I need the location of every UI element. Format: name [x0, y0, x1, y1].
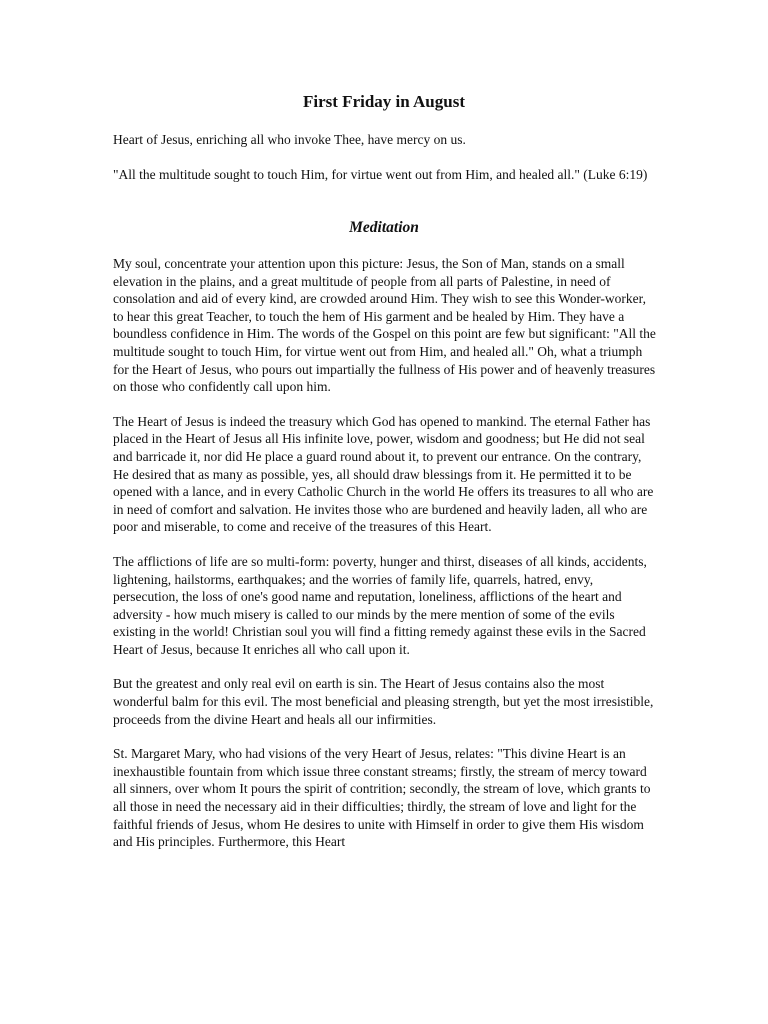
- meditation-body: [113, 255, 658, 868]
- paragraph: But the greatest and only real evil on earth is sin. The Heart of Jesus contains also the most wonderful balm for this evil. The most beneficial and pleasing strength, but yet the most irresistible, proceeds from the divine Heart and heals all our infirmities.: [113, 676, 654, 727]
- paragraph: St. Margaret Mary, who had visions of the very Heart of Jesus, relates: "This divine Heart is an inexhaustible fountain from which issue three constant streams; firstly, the stream of mercy toward all sinners, over whom It pours the spirit of contrition; secondly, the stream of love, which grants to all those in need the necessary aid in their difficulties; thirdly, the stream of love and light for the faithful friends of Jesus, whom He desires to unite with Himself in order to give them His wisdom and His principles. Furthermore, this Heart: [113, 746, 651, 850]
- paragraph: My soul, concentrate your attention upon this picture: Jesus, the Son of Man, stands on a small elevation in the plains, and a great multitude of people from all parts of Palestine, in need of consolation and aid of every kind, are crowded around Him. They wish to see this Wonder-worker, to hear this great Teacher, to touch the hem of His garment and be healed by Him. They have a boundless confidence in Him. The words of the Gospel on this point are few but significant: "All the multitude sought to touch Him, for virtue went out from Him, and healed all." Oh, what a triumph for the Heart of Jesus, who pours out impartially the fullness of His power and of heavenly treasures on those who confidently call upon him.: [113, 256, 656, 395]
- invocation-line: Heart of Jesus, enriching all who invoke Thee, have mercy on us.: [113, 132, 466, 147]
- paragraph: The afflictions of life are so multi-form: poverty, hunger and thirst, diseases of all kinds, accidents, lightening, hailstorms, earthquakes; and the worries of family life, quarrels, hatred, envy, persecution, the loss of one's good name and reputation, loneliness, afflictions of the heart and adversity - how much misery is called to our minds by the mere mention of some of the evils existing in the world! Christian soul you will find a fitting remedy against these evils in the Sacred Heart of Jesus, because It enriches all who call upon it.: [113, 553, 647, 657]
- section-heading-meditation: Meditation: [349, 219, 419, 236]
- scripture-quote: "All the multitude sought to touch Him, for virtue went out from Him, and healed all." (Luke 6:19): [113, 167, 648, 182]
- paragraph: The Heart of Jesus is indeed the treasury which God has opened to mankind. The eternal Father has placed in the Heart of Jesus all His infinite love, power, wisdom and goodness; but He did not seal and barricade it, nor did He place a guard round about it, to prevent our entrance. On the contrary, He desired that as many as possible, yes, all should draw blessings from it. He permitted it to be opened with a lance, and in every Catholic Church in the world He offers its treasures to all who are in need of comfort and salvation. He invites those who are burdened and heavily laden, all who are poor and miserable, to come and receive of the treasures of this Heart.: [113, 413, 654, 535]
- page-title: First Friday in August: [303, 92, 465, 111]
